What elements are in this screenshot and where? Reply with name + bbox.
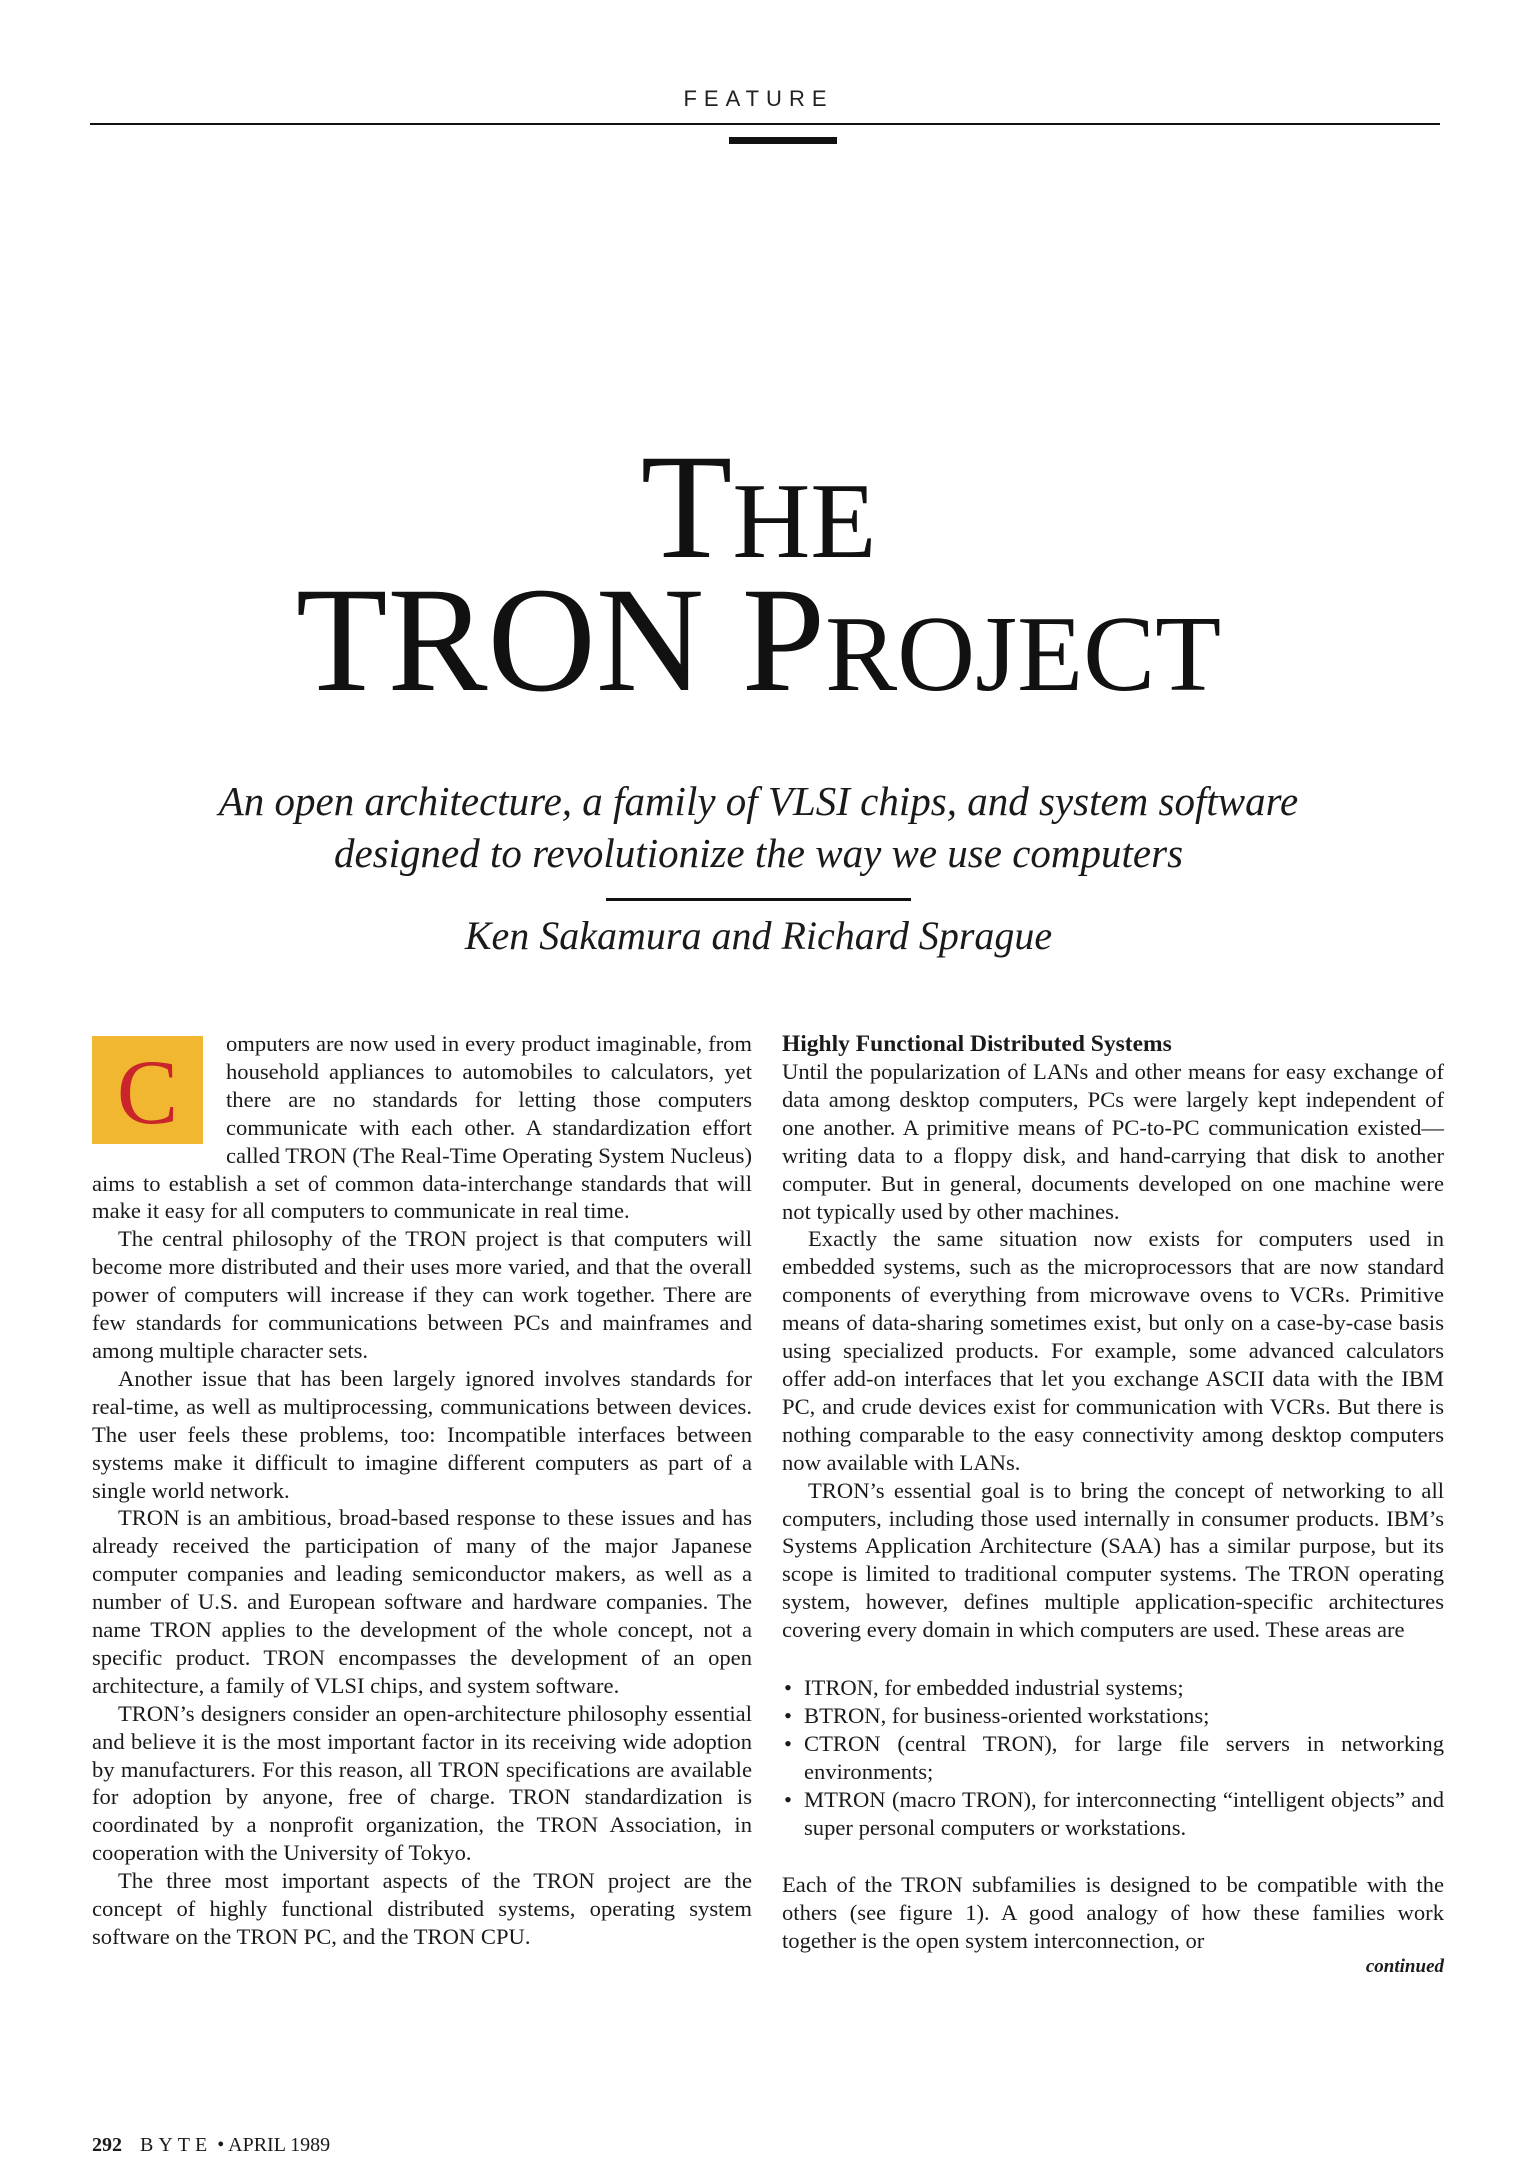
paragraph: The central philosophy of the TRON project is that computers will become more distributed and their uses more varied, and that the overall power of computers will increase if they can work together. There are few standards for communications between PCs and mainframes and among multiple character sets. [92, 1226, 752, 1363]
list-item: • CTRON (central TRON), for large file servers in networking environments; [782, 1730, 1444, 1786]
paragraph: TRON’s essential goal is to bring the concept of networking to all computers, including those used internally in consumer products. IBM’s Systems Application Architecture (SAA) has a similar purpose, but its scope is limited to traditional computer systems. The TRON operating system, however, defines multiple application-specific architectures covering every domain in which computers are used. These areas are [782, 1477, 1444, 1643]
subtitle-line: An open architecture, a family of VLSI chips, and system software [218, 778, 1299, 824]
left-column [92, 1030, 752, 1951]
list-item: • MTRON (macro TRON), for interconnecting “intelligent objects” and super personal computers or workstations. [782, 1786, 1444, 1842]
byline: Ken Sakamura and Richard Sprague [464, 913, 1053, 958]
list-item: • ITRON, for embedded industrial systems; [782, 1674, 1444, 1702]
paragraph: Another issue that has been largely ignored involves standards for real-time, as well as multiprocessing, communications between devices. The user feels these problems, too: Incompatible interfaces between systems make it difficult to imagine different computers as part of a single world network. [92, 1365, 752, 1503]
bullet-list [782, 1674, 1444, 1841]
paragraph: Each of the TRON subfamilies is designed to be compatible with the others (see figure 1). A good analogy of how these families work together is the open system interconnection, or [782, 1872, 1444, 1954]
paragraph: The three most important aspects of the TRON project are the concept of highly functional distributed systems, operating system software on the TRON PC, and the TRON CPU. [92, 1868, 752, 1949]
article-subtitle [150, 775, 1367, 879]
subtitle-rule [606, 898, 911, 901]
paragraph: Until the popularization of LANs and other means for easy exchange of data among desktop computers, PCs were largely kept independent of one another. A primitive means of PC-to-PC communication existed—writing data to a floppy disk, and hand-carrying that disk to another computer. But in general, documents developed on one machine were not typically used by other machines. [782, 1059, 1444, 1224]
list-item: • BTRON, for business-oriented workstations; [782, 1702, 1444, 1730]
subtitle-line: designed to revolutionize the way we use computers [333, 830, 1184, 876]
header-rule-accent [729, 137, 837, 144]
page-footer [92, 2134, 330, 2156]
section-label: FEATURE [683, 86, 834, 111]
paragraph: Exactly the same situation now exists for computers used in embedded systems, such as the microprocessors that are now standard components of everything from microwave ovens to VCRs. Primitive means of data-sharing sometimes exist, but only on a case-by-case basis using specialized products. For example, some advanced calculators offer add-on interfaces that let you exchange ASCII data with the IBM PC, and crude devices exist for communication with VCRs. But there is nothing comparable to the easy connectivity among desktop computers now available with LANs. [782, 1226, 1444, 1475]
paragraph: TRON’s designers consider an open-architecture philosophy essential and believe it is the most important factor in its receiving wide adoption by manufacturers. For this reason, all TRON specifications are available for adoption by anyone, free of charge. TRON standardization is coordinated by a nonprofit organization, the TRON Association, in cooperation with the University of Tokyo. [92, 1700, 752, 1866]
section-heading: Highly Functional Distributed Systems [782, 1031, 1172, 1057]
drop-cap-letter: C [116, 1041, 179, 1143]
issue-date: APRIL 1989 [228, 2134, 331, 2156]
paragraph: TRON is an ambitious, broad-based response to these issues and has already received the participation of many of the major Japanese computer companies and leading semiconductor makers, as well as a number of U.S. and European software and hardware companies. The name TRON applies to the development of the whole concept, not a specific product. TRON encompasses the development of an open architecture, a family of VLSI chips, and system software. [92, 1505, 752, 1698]
page-number: 292 [92, 2134, 122, 2156]
magazine-name: BYTE [140, 2134, 213, 2156]
footer-separator: • [217, 2134, 225, 2156]
header-rule [90, 123, 1440, 125]
article-title-line-2: TRON PROJECT [295, 557, 1222, 723]
right-column [782, 1030, 1444, 1979]
article-title-line-1: THE [640, 424, 877, 590]
drop-cap [92, 1036, 203, 1144]
paragraph: omputers are now used in every product imaginable, from household appliances to automobiles to calculators, yet there are no standards for letting those computers communicate with each other. A standardization effort called TRON (The Real-Time Operating System Nucleus) aims to establish a set of common data-interchange standards that will make it easy for all computers to communicate in real time. [92, 1031, 752, 1224]
continued-label: continued [1365, 1956, 1444, 1978]
